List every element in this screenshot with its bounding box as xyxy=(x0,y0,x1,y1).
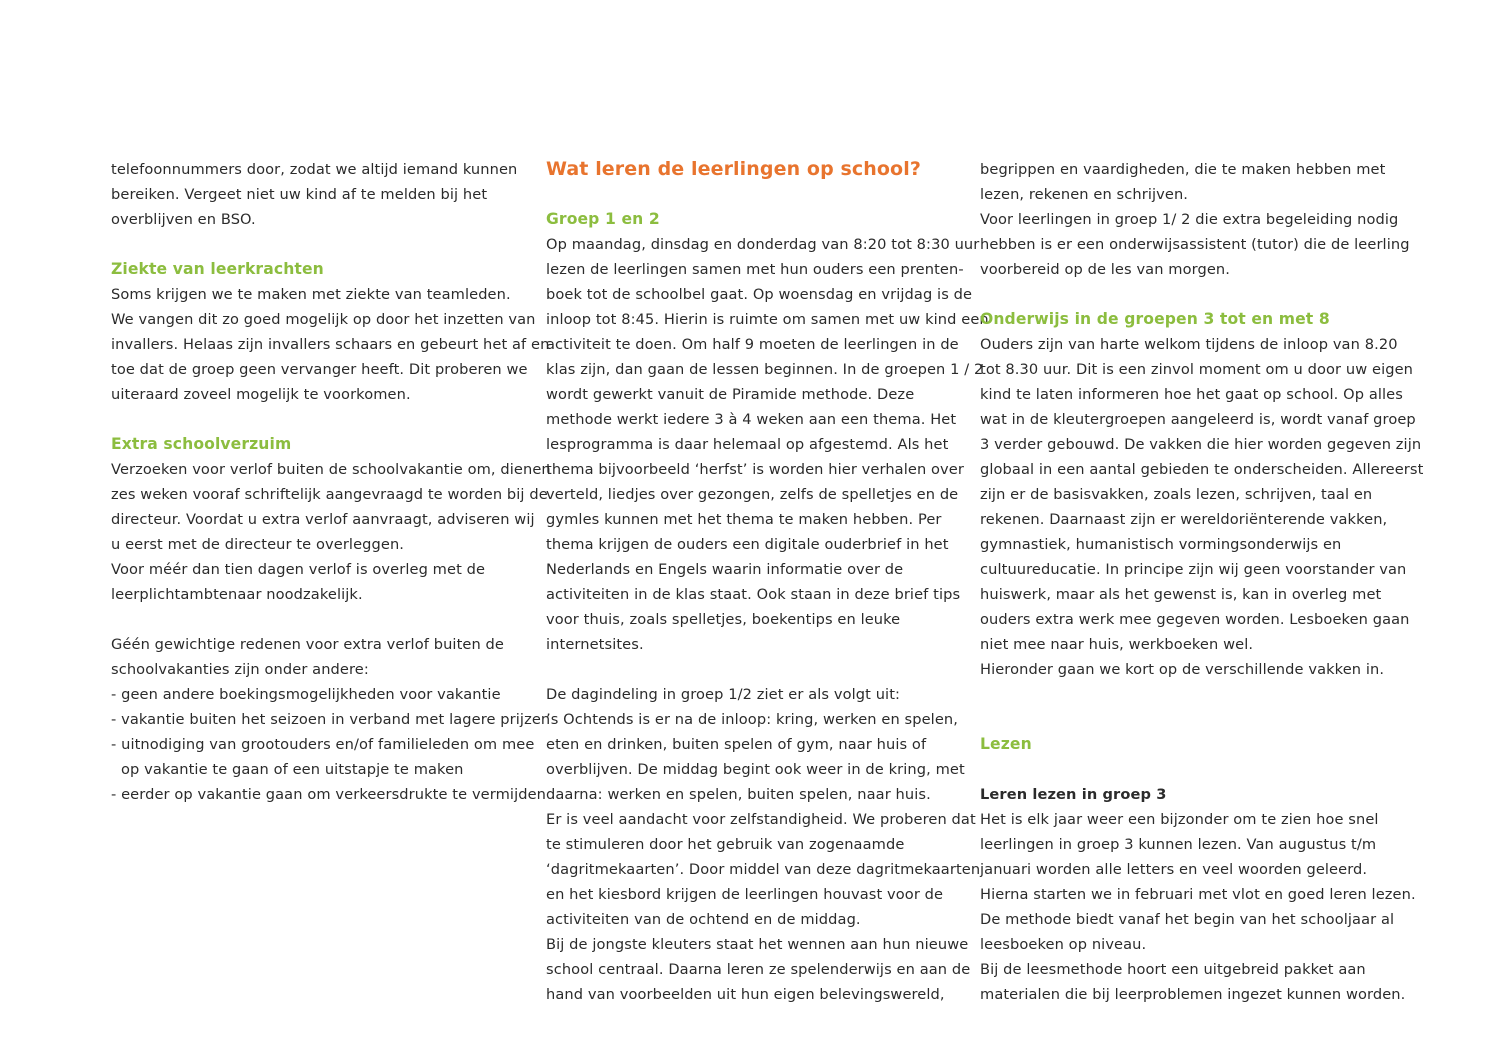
text-line: Hierna starten we in februari met vlot en goed leren lezen. xyxy=(980,886,1416,903)
text-line: thema bijvoorbeeld ‘herfst’ is worden hier verhalen over xyxy=(546,461,964,478)
text-line: Voor leerlingen in groep 1/ 2 die extra begeleiding nodig xyxy=(980,211,1399,228)
text-line: methode werkt iedere 3 à 4 weken aan een thema. Het xyxy=(546,411,957,428)
text-line: Hieronder gaan we kort op de verschillende vakken in. xyxy=(980,661,1385,678)
text-line: lezen, rekenen en schrijven. xyxy=(980,186,1189,203)
text-line: leerlingen in groep 3 kunnen lezen. Van augustus t/m xyxy=(980,836,1377,853)
heading-groep-1-2: Groep 1 en 2 xyxy=(546,210,660,228)
text-line: bereiken. Vergeet niet uw kind af te melden bij het xyxy=(111,186,488,203)
paragraph-verzuim xyxy=(111,457,551,607)
paragraph-groep xyxy=(546,232,989,657)
text-line: schoolvakanties zijn onder andere: xyxy=(111,661,369,678)
column-right xyxy=(980,157,1424,1007)
paragraph-ziekte xyxy=(111,282,550,407)
text-line: leesboeken op niveau. xyxy=(980,936,1147,953)
text-line: Het is elk jaar weer een bijzonder om te zien hoe snel xyxy=(980,811,1379,828)
text-line: cultuureducatie. In principe zijn wij geen voorstander van xyxy=(980,561,1407,578)
text-line: activiteiten in de klas staat. Ook staan in deze brief tips xyxy=(546,586,961,603)
text-line: Ouders zijn van harte welkom tijdens de inloop van 8.20 xyxy=(980,336,1398,353)
text-line: 3 verder gebouwd. De vakken die hier worden gegeven zijn xyxy=(980,436,1422,453)
text-line: hand van voorbeelden uit hun eigen belevingswereld, xyxy=(546,986,945,1003)
text-line: directeur. Voordat u extra verlof aanvraagt, adviseren wij xyxy=(111,511,535,528)
text-line: Géén gewichtige redenen voor extra verlof buiten de xyxy=(111,636,505,653)
text-line: activiteit te doen. Om half 9 moeten de leerlingen in de xyxy=(546,336,959,353)
text-line: gymles kunnen met het thema te maken hebben. Per xyxy=(546,511,942,528)
text-line: inloop tot 8:45. Hierin is ruimte om samen met uw kind een xyxy=(546,311,989,328)
text-line: zes weken vooraf schriftelijk aangevraagd te worden bij de xyxy=(111,486,548,503)
text-line: verteld, liedjes over gezongen, zelfs de spelletjes en de xyxy=(546,486,959,503)
text-line: lesprogramma is daar helemaal op afgestemd. Als het xyxy=(546,436,949,453)
text-line: voorbereid op de les van morgen. xyxy=(980,261,1231,278)
text-line: activiteiten van de ochtend en de middag. xyxy=(546,911,861,928)
text-line: Verzoeken voor verlof buiten de schoolvakantie om, dienen xyxy=(111,461,551,478)
text-line: kind te laten informeren hoe het gaat op school. Op alles xyxy=(980,386,1403,403)
heading-ziekte: Ziekte van leerkrachten xyxy=(111,260,324,278)
text-line: Bij de jongste kleuters staat het wennen aan hun nieuwe xyxy=(546,936,969,953)
text-line: globaal in een aantal gebieden te onderscheiden. Allereerst xyxy=(980,461,1424,478)
section-title: Wat leren de leerlingen op school? xyxy=(546,158,921,180)
text-line: eten en drinken, buiten spelen of gym, naar huis of xyxy=(546,736,927,753)
text-line: gymnastiek, humanistisch vormingsonderwijs en xyxy=(980,536,1342,553)
text-line: hebben is er een onderwijsassistent (tutor) die de leerling xyxy=(980,236,1410,253)
text-line: Soms krijgen we te maken met ziekte van teamleden. xyxy=(111,286,511,303)
paragraph-dagindeling xyxy=(546,682,981,1007)
text-line: Er is veel aandacht voor zelfstandigheid. We proberen dat xyxy=(546,811,976,828)
paragraph-geen-redenen xyxy=(111,632,551,807)
text-line: boek tot de schoolbel gaat. Op woensdag en vrijdag is de xyxy=(546,286,973,303)
text-line: daarna: werken en spelen, buiten spelen, naar huis. xyxy=(546,786,931,803)
paragraph-begrippen xyxy=(980,157,1410,282)
text-line: ’s Ochtends is er na de inloop: kring, werken en spelen, xyxy=(546,711,959,728)
text-line: Bij de leesmethode hoort een uitgebreid pakket aan xyxy=(980,961,1366,978)
paragraph-onderwijs xyxy=(980,332,1424,682)
text-line: internetsites. xyxy=(546,636,644,653)
text-line: voor thuis, zoals spelletjes, boekentips en leuke xyxy=(546,611,901,628)
text-line: We vangen dit zo goed mogelijk op door het inzetten van xyxy=(111,311,536,328)
text-line: school centraal. Daarna leren ze spelenderwijs en aan de xyxy=(546,961,971,978)
text-line: begrippen en vaardigheden, die te maken hebben met xyxy=(980,161,1386,178)
text-line: overblijven. De middag begint ook weer in de kring, met xyxy=(546,761,965,778)
subheading-leren-lezen: Leren lezen in groep 3 xyxy=(980,786,1167,803)
text-line: De methode biedt vanaf het begin van het schooljaar al xyxy=(980,911,1395,928)
text-line: Op maandag, dinsdag en donderdag van 8:20 tot 8:30 uur xyxy=(546,236,980,253)
text-line: thema krijgen de ouders een digitale ouderbrief in het xyxy=(546,536,949,553)
list-item: - geen andere boekingsmogelijkheden voor vakantie xyxy=(111,686,501,703)
text-line: ouders extra werk mee gegeven worden. Lesboeken gaan xyxy=(980,611,1410,628)
text-line: wat in de kleutergroepen aangeleerd is, wordt vanaf groep xyxy=(980,411,1416,428)
list-item-continuation: op vakantie te gaan of een uitstapje te maken xyxy=(121,761,464,778)
heading-schoolverzuim: Extra schoolverzuim xyxy=(111,435,292,453)
paragraph-contact xyxy=(111,157,526,232)
list-item: - vakantie buiten het seizoen in verband met lagere prijzen xyxy=(111,711,551,728)
column-middle xyxy=(546,157,989,1007)
text-line: en het kiesbord krijgen de leerlingen houvast voor de xyxy=(546,886,944,903)
text-line: overblijven en BSO. xyxy=(111,211,256,228)
text-line: zijn er de basisvakken, zoals lezen, schrijven, taal en xyxy=(980,486,1373,503)
text-line: toe dat de groep geen vervanger heeft. Dit proberen we xyxy=(111,361,528,378)
list-item: - uitnodiging van grootouders en/of familieleden om mee xyxy=(111,736,535,753)
text-line: huiswerk, maar als het gewenst is, kan in overleg met xyxy=(980,586,1382,603)
text-line: invallers. Helaas zijn invallers schaars en gebeurt het af en xyxy=(111,336,550,353)
paragraph-lezen xyxy=(980,807,1416,1007)
column-left xyxy=(111,157,551,807)
text-line: januari worden alle letters en veel woorden geleerd. xyxy=(980,861,1368,878)
text-line: wordt gewerkt vanuit de Piramide methode. Deze xyxy=(546,386,915,403)
text-line: te stimuleren door het gebruik van zogenaamde xyxy=(546,836,905,853)
text-line: De dagindeling in groep 1/2 ziet er als volgt uit: xyxy=(546,686,901,703)
heading-lezen: Lezen xyxy=(980,735,1032,753)
text-line: klas zijn, dan gaan de lessen beginnen. In de groepen 1 / 2 xyxy=(546,361,984,378)
text-line: uiteraard zoveel mogelijk te voorkomen. xyxy=(111,386,411,403)
text-line: ‘dagritmekaarten’. Door middel van deze dagritmekaarten xyxy=(546,861,981,878)
text-line: materialen die bij leerproblemen ingezet kunnen worden. xyxy=(980,986,1406,1003)
heading-onderwijs-groepen: Onderwijs in de groepen 3 tot en met 8 xyxy=(980,310,1330,328)
text-line: Voor méér dan tien dagen verlof is overleg met de xyxy=(111,561,486,578)
list-item: - eerder op vakantie gaan om verkeersdrukte te vermijden xyxy=(111,786,547,803)
text-line: telefoonnummers door, zodat we altijd iemand kunnen xyxy=(111,161,518,178)
text-line: rekenen. Daarnaast zijn er wereldoriënterende vakken, xyxy=(980,511,1388,528)
text-line: Nederlands en Engels waarin informatie over de xyxy=(546,561,904,578)
text-line: u eerst met de directeur te overleggen. xyxy=(111,536,405,553)
text-line: tot 8.30 uur. Dit is een zinvol moment om u door uw eigen xyxy=(980,361,1414,378)
text-line: lezen de leerlingen samen met hun ouders een prenten- xyxy=(546,261,964,278)
text-line: leerplichtambtenaar noodzakelijk. xyxy=(111,586,363,603)
text-line: niet mee naar huis, werkboeken wel. xyxy=(980,636,1254,653)
